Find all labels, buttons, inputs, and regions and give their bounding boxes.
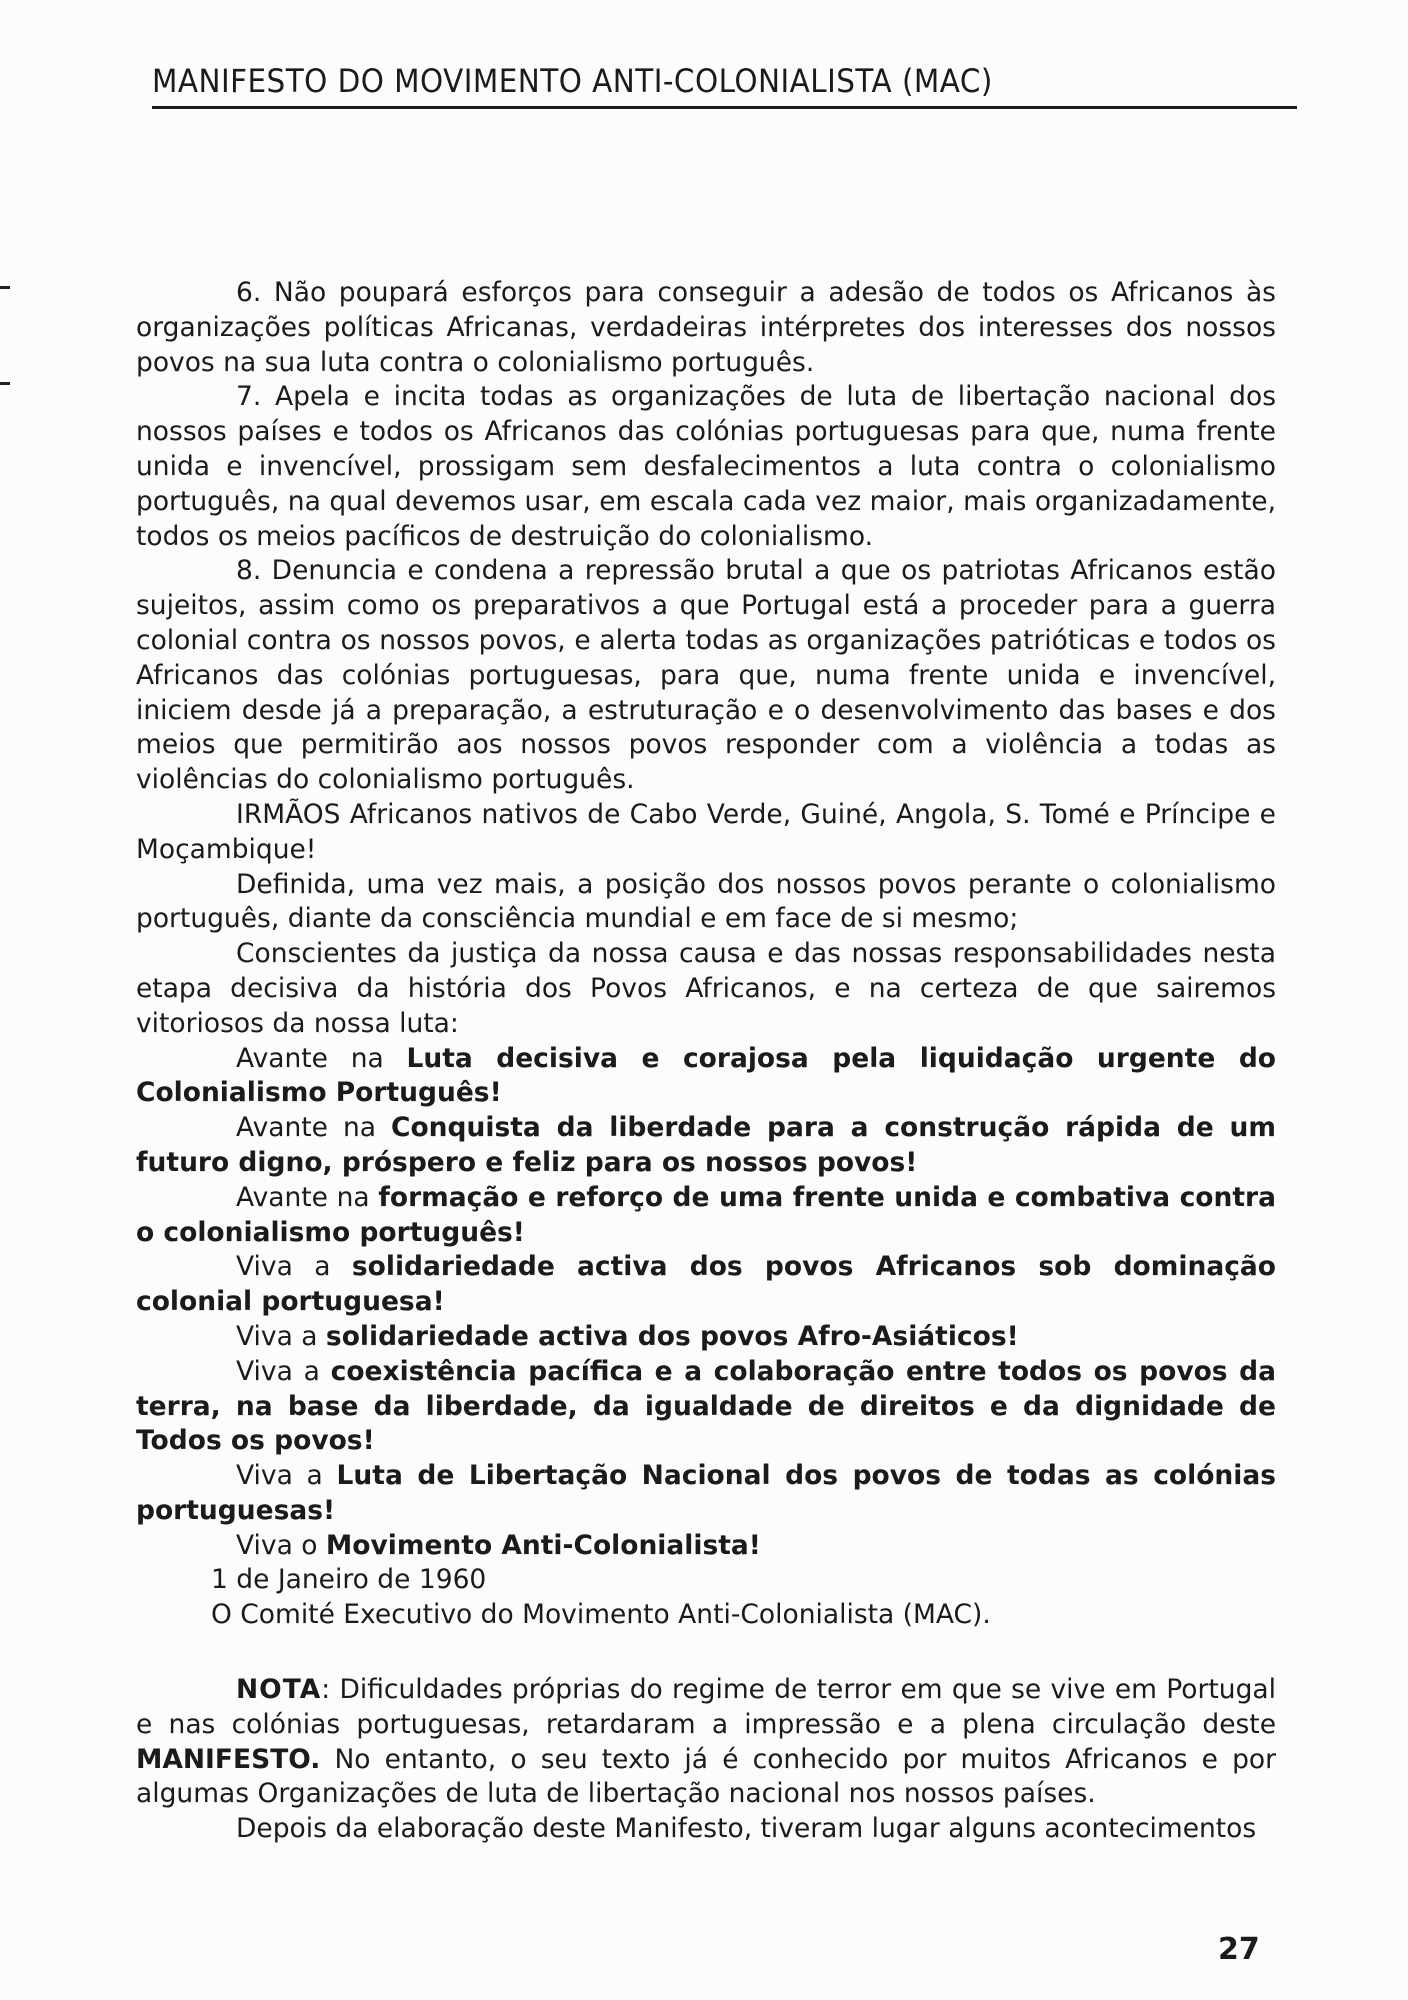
margin-mark	[0, 286, 10, 289]
page-number: 27	[1218, 1932, 1260, 1967]
nota-label: NOTA	[236, 1674, 322, 1706]
slogan: Avante na Conquista da liberdade para a construção rápida de um futuro digno, próspero e feliz para os nossos povos!	[136, 1112, 1276, 1178]
slogan: Avante na Luta decisiva e corajosa pela liquidação urgente do Colonialismo Português!	[136, 1042, 1276, 1109]
nota-paragraph: NOTA: Dificuldades próprias do regime de terror em que se vive em Portugal e nas colónias portuguesas, retardaram a impressão e a plena circulação deste MANIFESTO. No entanto, o seu texto já é conhecido por muitos Africanos e por algumas Organizações de luta de libertação nacional nos nossos países.	[136, 1674, 1276, 1810]
paragraph-7: 7. Apela e incita todas as organizações de luta de libertação nacional dos nossos países e todos os Africanos das colónias portuguesas para que, numa frente unida e invencível, prossigam sem desfalecimentos a luta contra o colonialismo português, na qual devemos usar, em escala cada vez maior, mais organizadamente, todos os meios pacíficos de destruição do colonialismo.	[136, 381, 1276, 552]
paragraph-definida: Definida, uma vez mais, a posição dos nossos povos perante o colonialismo português, diante da consciência mundial e em face de si mesmo;	[136, 868, 1276, 935]
paragraph-depois: Depois da elaboração deste Manifesto, tiveram lugar alguns acontecimentos	[236, 1813, 1257, 1845]
manifesto-body	[136, 276, 1276, 1847]
signature-committee: O Comité Executivo do Movimento Anti-Colonialista (MAC).	[211, 1599, 991, 1631]
header-title: MANIFESTO DO MOVIMENTO ANTI-COLONIALISTA (MAC)	[152, 62, 993, 100]
paragraph-6: 6. Não poupará esforços para conseguir a adesão de todos os Africanos às organizações políticas Africanas, verdadeiras intérpretes dos interesses dos nossos povos na sua luta contra o colonialismo português.	[136, 277, 1276, 378]
slogan: Viva a coexistência pacífica e a colaboração entre todos os povos da terra, na base da liberdade, da igualdade de direitos e da dignidade de Todos os povos!	[136, 1355, 1276, 1457]
slogan: Viva a Luta de Libertação Nacional dos povos de todas as colónias portuguesas!	[136, 1460, 1277, 1526]
signature-date: 1 de Janeiro de 1960	[211, 1564, 487, 1596]
margin-mark	[0, 382, 10, 385]
slogan: Viva a solidariedade activa dos povos Afro-Asiáticos!	[236, 1320, 1019, 1352]
slogan: Viva a solidariedade activa dos povos Africanos sob dominação colonial portuguesa!	[136, 1251, 1276, 1318]
paragraph-8: 8. Denuncia e condena a repressão brutal a que os patriotas Africanos estão sujeitos, assim como os preparativos a que Portugal está a proceder para a guerra colonial contra os nossos povos, e alerta todas as organizações patrióticas e todos os Africanos das colónias portuguesas, para que, numa frente unida e invencível, iniciem desde já a preparação, a estruturação e o desenvolvimento das bases e dos meios que permitirão aos nossos povos responder com a violência a todas as violências do colonialismo português.	[136, 555, 1276, 796]
running-header	[152, 62, 1297, 109]
slogan: Avante na formação e reforço de uma frente unida e combativa contra o colonialismo português!	[136, 1181, 1276, 1248]
slogan: Viva o Movimento Anti-Colonialista!	[236, 1529, 761, 1561]
paragraph-irmaos: IRMÃOS Africanos nativos de Cabo Verde, Guiné, Angola, S. Tomé e Príncipe e Moçambique!	[136, 798, 1276, 865]
paragraph-conscientes: Conscientes da justiça da nossa causa e das nossas responsabilidades nesta etapa decisiva da história dos Povos Africanos, e na certeza de que sairemos vitoriosos da nossa luta:	[136, 938, 1276, 1039]
